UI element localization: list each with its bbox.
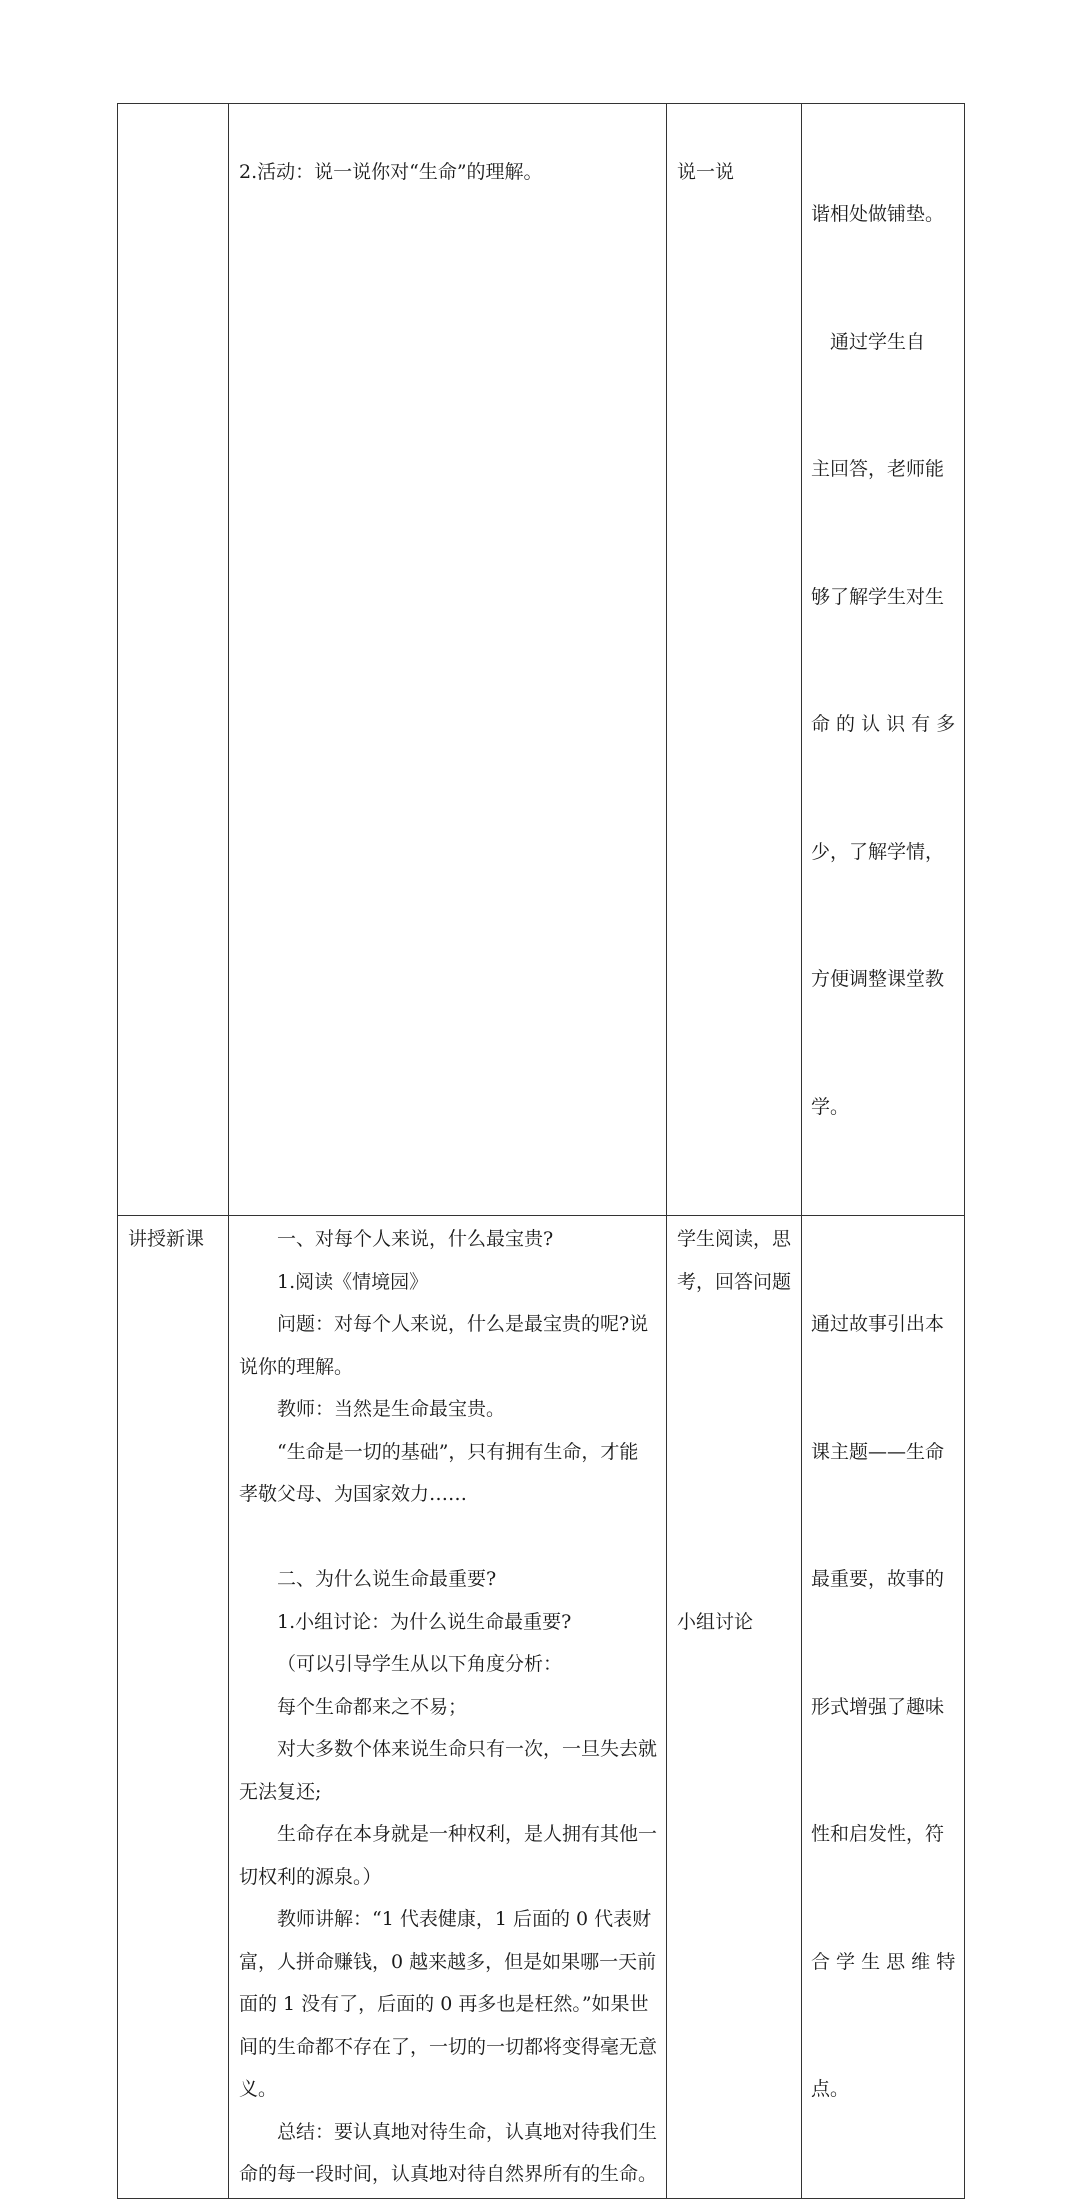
summary-line: 命的每一段时间，认真地对待自然界所有的生命。 [239, 2163, 658, 2185]
lesson-plan-table [117, 103, 965, 2199]
intent-line: 性和启发性，符 [811, 1823, 945, 1845]
intent-line: 命 的 认 识 有 多 [811, 713, 956, 735]
stage-label: 讲授新课 [128, 1228, 205, 1250]
explain-line: 间的生命都不存在了，一切的一切都将变得毫无意 [239, 2035, 658, 2058]
method-text: 小组讨论 [677, 1610, 754, 1633]
method-text: 说一说 [677, 160, 735, 183]
intent-line: 主回答，老师能 [811, 458, 945, 480]
intent-line: 课主题——生命 [811, 1440, 945, 1463]
intent-line: 通过学生自 [811, 330, 926, 353]
content-cell [229, 1216, 667, 2199]
guide-line: （可以引导学生从以下角度分析： [277, 1653, 563, 1675]
activity-text: 2.活动：说一说你对“生命”的理解。 [239, 160, 543, 183]
content-cell [229, 104, 667, 1216]
intent-line: 谐相处做铺垫。 [811, 203, 945, 225]
explain-line: 面的 1 没有了，后面的 0 再多也是枉然。”如果世 [239, 1993, 649, 2015]
intent-cell [802, 104, 965, 1216]
intent-line: 方便调整课堂教 [811, 968, 945, 990]
intent-line: 最重要，故事的 [811, 1568, 945, 1590]
stage-cell [118, 1216, 229, 2199]
intent-line: 形式增强了趣味 [811, 1695, 945, 1718]
summary-line: 总结：要认真地对待生命，认真地对待我们生 [277, 2120, 658, 2143]
point-line: 对大多数个体来说生命只有一次，一旦失去就 [277, 1738, 658, 1760]
method-text: 学生阅读，思 [677, 1228, 792, 1250]
intent-line: 少，了解学情， [811, 840, 945, 863]
teacher-line: 教师：当然是生命最宝贵。 [277, 1398, 506, 1420]
table-row [118, 104, 965, 1216]
point-line: 生命存在本身就是一种权利，是人拥有其他一 [277, 1823, 658, 1845]
quote-line: “生命是一切的基础”，只有拥有生命，才能 [277, 1440, 639, 1463]
method-cell [667, 104, 802, 1216]
intent-line: 点。 [811, 2078, 850, 2100]
intent-cell [802, 1216, 965, 2199]
explain-line: 富，人拼命赚钱，0 越来越多，但是如果哪一天前 [239, 1950, 657, 1973]
reading-task: 1.阅读《情境园》 [277, 1270, 429, 1293]
section-heading-2: 二、为什么说生命最重要? [277, 1568, 497, 1590]
intent-line: 合 学 生 思 维 特 [811, 1950, 956, 1973]
point-line: 每个生命都来之不易； [277, 1695, 468, 1718]
discussion-task: 1.小组讨论：为什么说生命最重要? [277, 1610, 572, 1633]
explain-line: 义。 [239, 2078, 278, 2100]
question-line: 说你的理解。 [239, 1355, 354, 1378]
intent-line: 够了解学生对生 [811, 585, 945, 608]
point-line: 切权利的源泉。） [239, 1865, 382, 1888]
table-row [118, 1216, 965, 2199]
explain-line: 教师讲解：“1 代表健康，1 后面的 0 代表财 [277, 1908, 652, 1930]
intent-line: 通过故事引出本 [811, 1313, 945, 1335]
question-line: 问题：对每个人来说，什么是最宝贵的呢?说 [277, 1313, 649, 1335]
quote-line: 孝敬父母、为国家效力…… [239, 1483, 468, 1505]
stage-cell [118, 104, 229, 1216]
point-line: 无法复还; [239, 1780, 322, 1803]
intent-line: 学。 [811, 1095, 850, 1118]
method-text: 考，回答问题 [677, 1270, 792, 1293]
method-cell [667, 1216, 802, 2199]
section-heading-1: 一、对每个人来说，什么最宝贵? [277, 1228, 554, 1250]
